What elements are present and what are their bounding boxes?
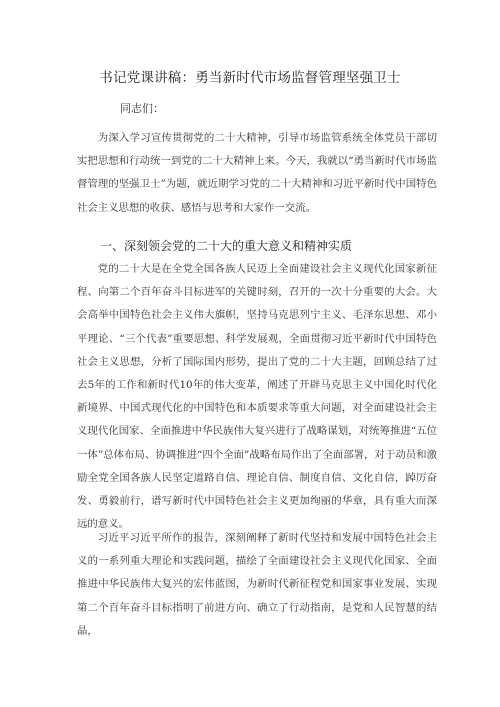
- section-paragraph: 党的二十大是在全党全国各族人民迈上全面建设社会主义现代化国家新征程、向第二个百年奋斗目标进军的关键时刻，召开的一次十分重要的大会。大会高举中国特色社会主义伟大旗帜，坚持马克思列宁主义、毛泽东思想、邓小平理论、“三个代表”重要思想、科学发展观，全面贯彻习近平新时代中国特色社会主义思想，分析了国际国内形势，提出了党的二十大主题，回顾总结了过去5年的工作和新时代10年的伟大变革，阐述了开辟马克思主义中国化时代化新境界、中国式现代化的中国特色和本质要求等重大问题，对全面建设社会主义现代化国家、全面推进中华民族伟大复兴进行了战略谋划，对统筹推进“五位一体”总体布局、协调推进“四个全面”战略布局作出了全面部署，对于动员和激励全党全国各族人民坚定道路自信、理论自信、制度自信、文化自信，踔厉奋发、勇毅前行，谱写新时代中国特色社会主义更加绚丽的华章，具有重大而深远的意义。: [77, 263, 437, 531]
- greeting: 同志们：: [120, 102, 164, 115]
- intro-paragraph: 为深入学习宣传贯彻党的二十大精神，引导市场监管系统全体党员干部切实把思想和行动统一到党的二十大精神上来。今天，我就以“勇当新时代市场监督管理的坚强卫士”为题，就近期学习党的二十大精神和习近平新时代中国特色社会主义思想的收获、感悟与思考和大家作一交流。: [77, 132, 437, 214]
- section-heading: 一、深刻领会党的二十大的重大意义和精神实质: [100, 239, 353, 253]
- section-paragraph: 习近平习近平所作的报告，深刻阐释了新时代坚持和发展中国特色社会主义的一系列重大理论和实践问题，描绘了全面建设社会主义现代化国家、全面推进中华民族伟大复兴的宏伟蓝图，为新时代新征程党和国家事业发展、实现第二个百年奋斗目标指明了前进方向、确立了行动指南，是党和人民智慧的结晶，: [77, 532, 437, 637]
- document-title: 书记党课讲稿：勇当新时代市场监督管理坚强卫士: [99, 70, 401, 86]
